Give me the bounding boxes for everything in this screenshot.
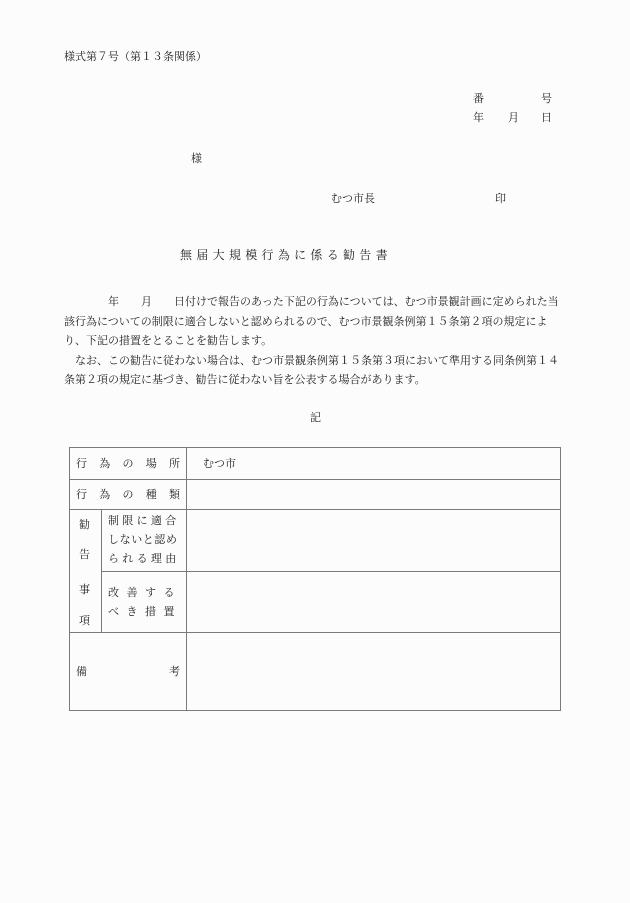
year-label: 年 [473,111,484,124]
form-number: 様式第７号（第１３条関係） [64,50,207,63]
number-suffix: 号 [541,92,552,105]
paragraph-1-date: 年 月 [64,295,174,308]
table-row-divider [69,479,561,480]
paragraph-1-text: 日付けで報告のあった下記の行為については、むつ市景観計画に定められた当該行為についての制限に適合しないと認められるので、むつ市景観条例第１５条第２項の規定により、下記の措置をとることを勧告します。 [64,295,559,347]
issuer-name: むつ市長 [331,192,375,205]
label-location [76,458,180,469]
month-label: 月 [508,111,519,124]
group-char: 勧 [79,518,90,531]
label-measure-line: 改善する [108,586,182,599]
label-measure-line: べき措置 [108,605,182,618]
label-char: 場 [145,457,157,470]
label-reason-line: しないと認め [108,533,178,546]
paragraph-1 [64,292,564,351]
table-column-divider [186,447,187,711]
label-char: 為 [99,488,111,501]
ki-heading: 記 [310,411,321,424]
label-type [76,489,180,500]
table-row-divider [69,509,561,510]
group-char: 告 [79,548,90,561]
label-char: 行 [76,488,87,501]
document-body [64,292,564,390]
table-row-divider [69,632,561,633]
label-char: の [122,457,134,470]
label-char: の [122,488,134,501]
number-label: 番 [473,92,484,105]
group-char: 項 [79,614,90,627]
document-title: 無届大規模行為に係る勧告書 [180,248,392,262]
addressee-honorific: 様 [191,152,202,165]
group-char: 事 [79,583,90,596]
label-char: 類 [169,488,180,501]
label-char: 所 [169,457,180,470]
table-row-divider [101,571,561,572]
label-char: 為 [99,457,111,470]
label-remarks-right: 考 [169,665,180,678]
table-border-bottom [69,710,561,711]
label-reason-line: 制限に適合 [108,514,180,527]
label-reason-line: られる理由 [108,552,180,565]
paragraph-2: なお、この勧告に従わない場合は、むつ市景観条例第１５条第３項において準用する同条例第１４条第２項の規定に基づき、勧告に従わない旨を公表する場合があります。 [64,353,559,386]
seal-mark: 印 [495,192,506,205]
day-label: 日 [541,111,552,124]
value-location[interactable]: むつ市 [203,457,236,470]
label-remarks-left: 備 [76,665,87,678]
label-char: 種 [145,488,157,501]
table-border-top [69,447,561,448]
table-border-left [69,447,70,711]
label-char: 行 [76,457,87,470]
table-border-right [560,447,561,711]
